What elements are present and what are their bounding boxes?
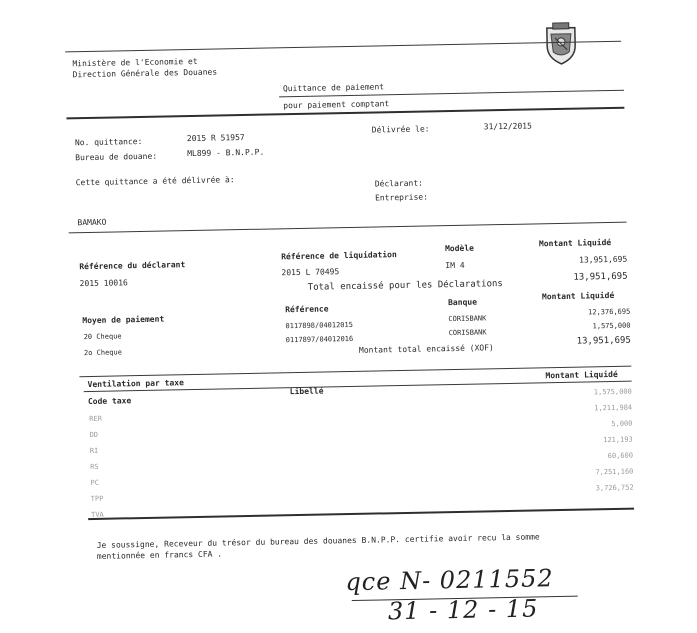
info-rule xyxy=(69,222,627,234)
tax-row-4-code: RS xyxy=(90,462,99,472)
col-modele: Modèle xyxy=(444,243,475,254)
payment-row-1-moyen: 20 Cheque xyxy=(83,332,122,342)
tax-row-7-montant: 3,726,752 xyxy=(595,483,634,493)
declarant-label: Déclarant: xyxy=(374,178,424,189)
tax-row-6-montant: 7,251,160 xyxy=(595,467,634,477)
declarations-total-label: Total encaissé pour les Déclarations xyxy=(307,279,503,293)
col-montant-tax: Montant Liquidé xyxy=(545,369,618,381)
col-reference: Référence xyxy=(285,304,329,315)
tax-row-2-montant: 1,211,984 xyxy=(594,403,633,413)
issued-to-label: Cette quittance a été délivrée à: xyxy=(75,175,235,188)
tax-row-2-code: DD xyxy=(89,430,99,440)
entreprise-label: Entreprise: xyxy=(374,192,429,203)
tax-row-5-code: PC xyxy=(90,478,99,488)
ref-liquidation-value: 2015 L 70495 xyxy=(281,267,340,278)
handwritten-reference: qce N- 0211552 xyxy=(345,564,554,597)
col-montant-payment: Montant Liquidé xyxy=(541,290,615,302)
tax-row-5-montant: 60,600 xyxy=(607,451,634,461)
delivered-label: Délivrée le: xyxy=(371,124,430,135)
tax-row-7-code: TVA xyxy=(91,510,104,520)
payment-row-2-banque: CORISBANK xyxy=(448,328,487,338)
payment-total-label: Montant total encaissé (XOF) xyxy=(358,343,494,355)
tax-row-1-montant: 1,575,000 xyxy=(593,387,632,397)
doc-title: Quittance de paiement xyxy=(282,82,385,94)
payment-total-value: 13,951,695 xyxy=(576,335,631,347)
payment-row-2-reference: 0117897/04012016 xyxy=(285,334,354,345)
delivered-value: 31/12/2015 xyxy=(483,121,532,132)
col-ref-liquidation: Référence de liquidation xyxy=(281,250,397,262)
tax-row-6-code: TPP xyxy=(90,494,104,504)
bureau-value: ML899 - B.N.P.P. xyxy=(187,147,265,159)
certify-line2: mentionnée en francs CFA . xyxy=(96,549,223,561)
tax-row-3-code: RI xyxy=(89,446,99,456)
payment-row-1-banque: CORISBANK xyxy=(448,314,487,324)
ref-declarant-value: 2015 10016 xyxy=(79,278,128,289)
col-libelle: Libellé xyxy=(289,386,324,397)
montant-declaration-value: 13,951,695 xyxy=(579,254,628,265)
col-montant-declaration: Montant Liquidé xyxy=(538,237,612,249)
payment-row-2-montant: 1,575,000 xyxy=(592,321,631,331)
col-banque: Banque xyxy=(447,297,478,308)
tax-section-label: Ventilation par taxe xyxy=(87,378,184,390)
col-ref-declarant: Référence du déclarant xyxy=(79,260,186,272)
tax-row-3-montant: 5,000 xyxy=(611,419,633,429)
top-rule xyxy=(65,41,621,53)
city: BAMAKO xyxy=(77,217,107,228)
tax-row-4-montant: 121,193 xyxy=(603,435,633,445)
declarations-total-value: 13,951,695 xyxy=(573,271,628,283)
quittance-value: 2015 R 51957 xyxy=(186,132,245,144)
payment-row-1-reference: 0117898/04012015 xyxy=(285,320,353,331)
col-code-taxe: Code taxe xyxy=(87,396,132,407)
tax-row-1-code: RER xyxy=(89,414,102,424)
handwritten-date: 31 - 12 - 15 xyxy=(387,594,539,626)
ministry-line1: Ministère de l'Economie et xyxy=(72,56,198,69)
certify-line1: Je soussigne, Receveur du trésor du bureau des douanes B.N.P.P. certifie avoir recu la somme xyxy=(96,532,540,550)
modele-value: IM 4 xyxy=(445,260,465,271)
ministry-line2: Direction Générale des Douanes xyxy=(72,67,218,80)
customs-emblem-icon xyxy=(543,22,580,67)
tax-bottom-rule xyxy=(88,508,634,520)
payment-row-2-moyen: 2o Cheque xyxy=(83,348,122,358)
bureau-label: Bureau de douane: xyxy=(75,151,158,163)
payment-row-1-montant: 12,376,695 xyxy=(588,307,631,317)
quittance-label: No. quittance: xyxy=(74,136,143,148)
doc-subtitle: pour paiement comptant xyxy=(283,99,390,111)
col-moyen: Moyen de paiement xyxy=(82,314,165,326)
